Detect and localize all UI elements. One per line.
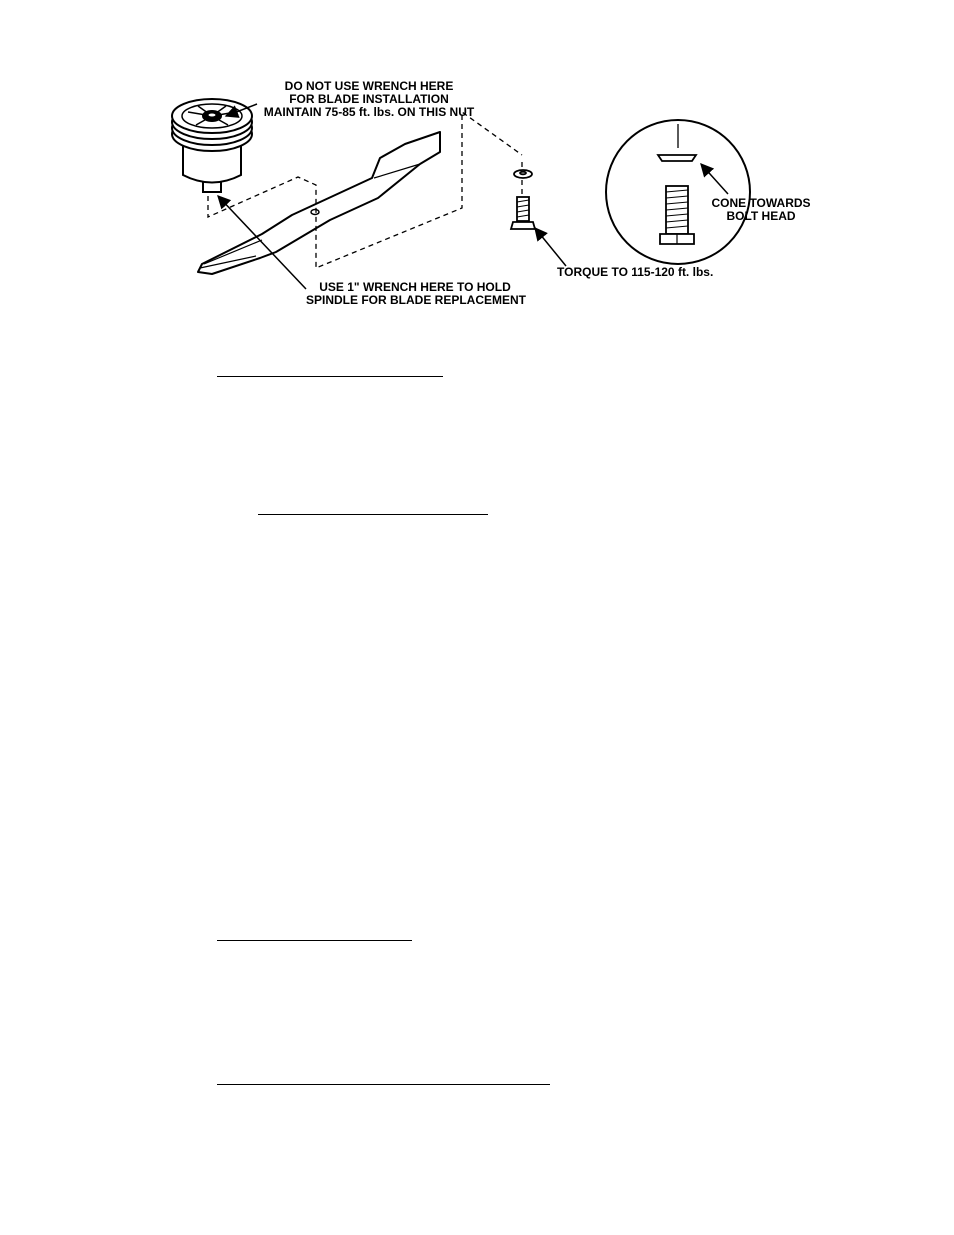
callout-spindle-nut-line-2: FOR BLADE INSTALLATION [289, 92, 449, 106]
callout-spindle-nut-line-3: MAINTAIN 75-85 ft. lbs. ON THIS NUT [263, 105, 475, 119]
callout-spindle-nut [263, 80, 475, 119]
bolt [511, 197, 535, 229]
callout-torque: TORQUE TO 115-120 ft. lbs. [557, 265, 714, 279]
underline-4 [217, 1084, 550, 1085]
callout-spindle-wrench-line-1: USE 1" WRENCH HERE TO HOLD [319, 280, 511, 294]
callout-cone [709, 197, 813, 223]
detail-inset [606, 120, 750, 264]
underline-3 [217, 940, 412, 941]
callout-spindle-wrench-line-2: SPINDLE FOR BLADE REPLACEMENT [306, 293, 527, 307]
callout-spindle-wrench [306, 280, 527, 307]
callout-cone-line-1: CONE TOWARDS [711, 196, 811, 210]
callout-spindle-nut-line-1: DO NOT USE WRENCH HERE [284, 79, 454, 93]
underline-1 [217, 376, 443, 377]
underline-2 [258, 514, 488, 515]
spindle-assembly [172, 99, 252, 192]
callout-cone-line-2: BOLT HEAD [726, 209, 796, 223]
washer [514, 170, 532, 178]
